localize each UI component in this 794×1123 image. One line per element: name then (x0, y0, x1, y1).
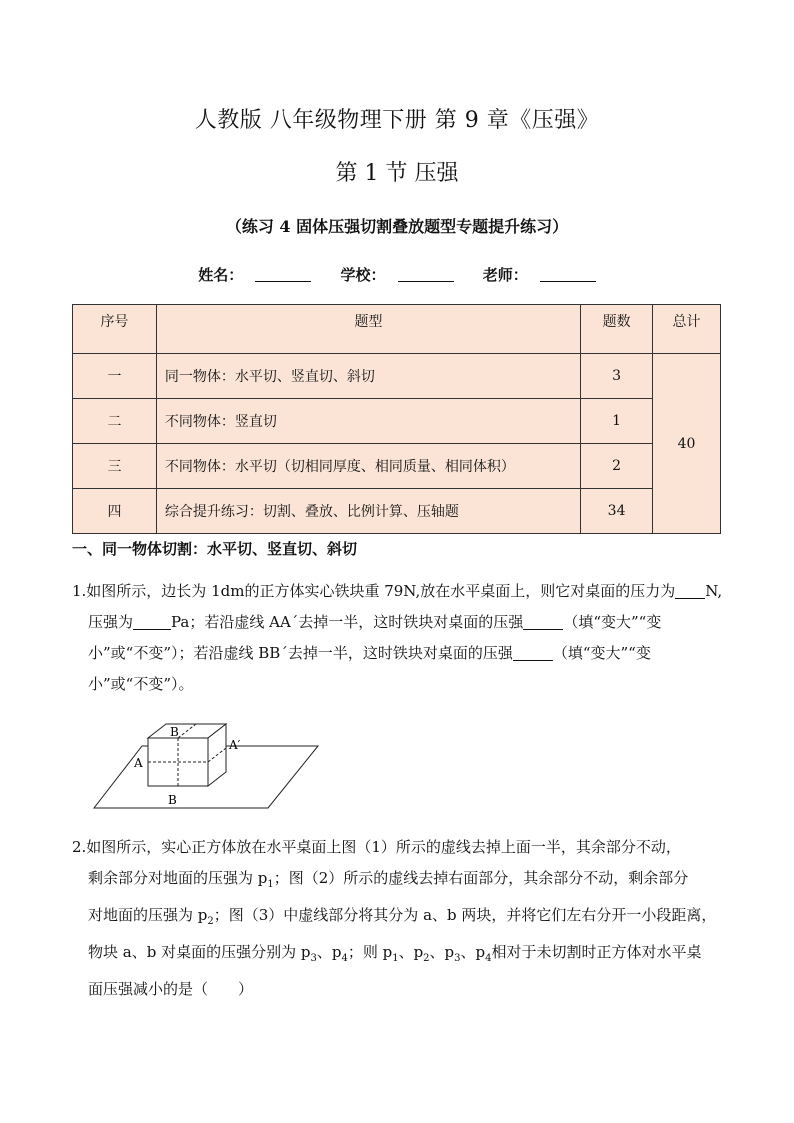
table-row (73, 489, 721, 534)
label-b-bottom: B (168, 793, 177, 807)
question-1 (72, 576, 724, 700)
q1-line: 压强为 Pa；若沿虚线 AA´去掉一半，这时铁块对桌面的压强 （填“变大”“变 (88, 613, 662, 631)
header-type: 题型 (156, 305, 580, 354)
school-field: 学校： (334, 266, 459, 284)
q2-line: 面压强减小的是（ ） (88, 980, 254, 998)
q2-line: 对地面的压强为 $p_2$；图（3）中虚线部分将其分为 a、b 两块，并将它们左右分开一小段距离， (88, 906, 717, 927)
q2-line: 2.如图所示，实心正方体放在水平桌面上图（1）所示的虚线去掉上面一半，其余部分不动， (72, 838, 681, 856)
row-type: 综合提升练习：切割、叠放、比例计算、压轴题 (156, 489, 580, 534)
row-no: 一 (73, 354, 157, 399)
teacher-blank[interactable] (540, 267, 596, 282)
total-cell: 40 (653, 354, 721, 534)
q1-line: 小”或“不变”）；若沿虚线 BB´去掉一半，这时铁块对桌面的压强 （填“变大”“变 (88, 644, 651, 662)
student-info-line (0, 264, 794, 285)
row-no: 四 (73, 489, 157, 534)
row-count: 3 (581, 354, 653, 399)
section-heading: 一、同一物体切割：水平切、竖直切、斜切 (72, 540, 358, 558)
row-count: 2 (581, 444, 653, 489)
section-title: 第 1 节 压强 (335, 161, 459, 186)
row-no: 二 (73, 399, 157, 444)
q2-line: 剩余部分对地面的压强为 $p_1$；图（2）所示的虚线去掉右面部分，其余部分不动，剩余部分 (88, 869, 689, 890)
question-2 (72, 832, 724, 1005)
q2-line: 物块 a、b 对桌面的压强分别为 $p_3$、$p_4$；则 $p_1$、$p_2$、$p_3$、$p_4$相对于未切割时正方体对水平桌 (88, 943, 702, 964)
row-type: 不同物体：水平切（切相同厚度、相同质量、相同体积） (156, 444, 580, 489)
table-header-row (73, 305, 721, 354)
name-blank[interactable] (255, 267, 311, 282)
q1-line: 小”或“不变”）。 (88, 675, 194, 693)
row-count: 1 (581, 399, 653, 444)
header-no: 序号 (73, 305, 157, 354)
answer-blank-bb[interactable] (513, 644, 553, 661)
header-count: 题数 (581, 305, 653, 354)
page-title: 人教版 八年级物理下册 第 9 章《压强》 (194, 108, 600, 133)
row-type: 不同物体：竖直切 (156, 399, 580, 444)
row-no: 三 (73, 444, 157, 489)
row-type: 同一物体：水平切、竖直切、斜切 (156, 354, 580, 399)
question-summary-table (72, 304, 721, 534)
teacher-field: 老师： (477, 266, 602, 284)
answer-blank-aa[interactable] (523, 613, 563, 630)
label-b-top: B (170, 725, 179, 739)
subtitle: （练习 4 固体压强切割叠放题型专题提升练习） (225, 217, 569, 236)
school-blank[interactable] (398, 267, 454, 282)
q1-line: 1.如图所示，边长为 1dm的正方体实心铁块重 79N,放在水平桌面上，则它对桌面的压力为 N, (72, 582, 723, 600)
table-row (73, 444, 721, 489)
table-row (73, 354, 721, 399)
label-a: A (134, 756, 143, 770)
header-total: 总计 (653, 305, 721, 354)
label-a-prime: A′ (229, 738, 241, 752)
row-count: 34 (581, 489, 653, 534)
answer-blank-pressure[interactable] (133, 613, 171, 630)
answer-blank-force[interactable] (675, 582, 705, 599)
name-field: 姓名： (192, 266, 317, 284)
cube-on-table-figure (90, 722, 320, 814)
table-row (73, 399, 721, 444)
